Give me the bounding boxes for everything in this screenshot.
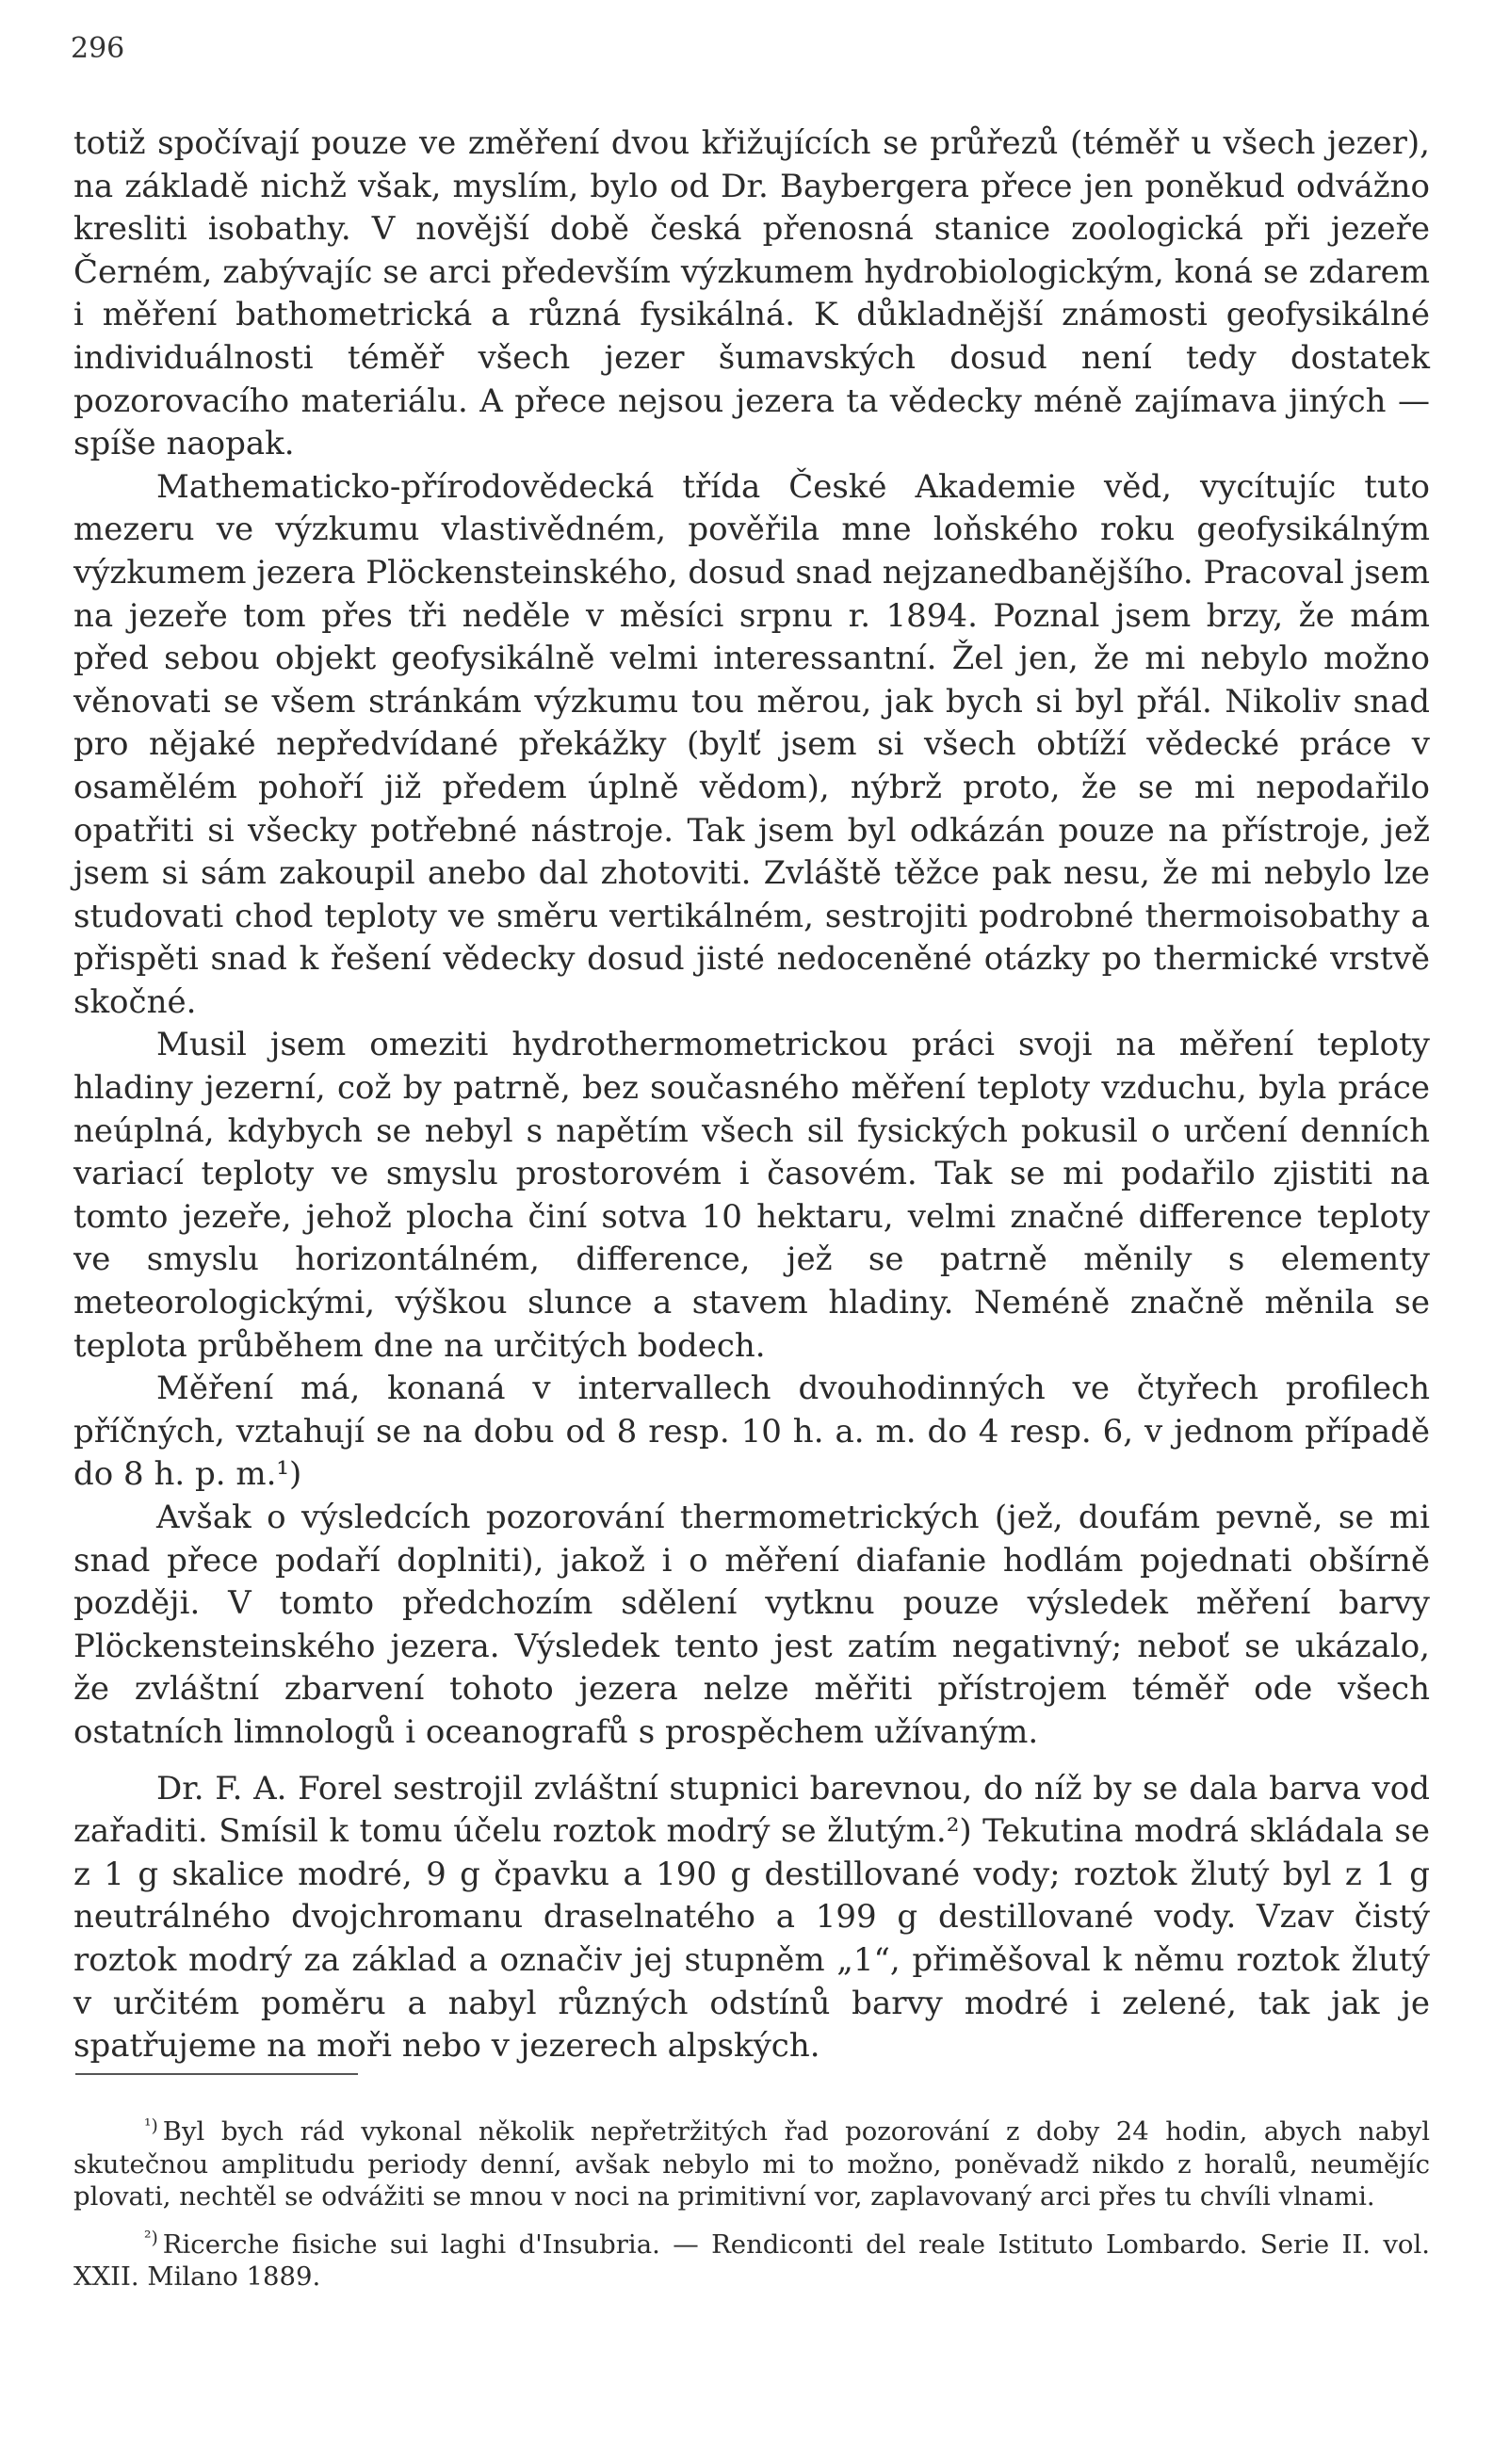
footnote-text: Ricerche fisiche sui laghi d'Insubria. — Rendiconti del reale Istituto Lombardo. Serie II. vol. XXII. Milano 1889. (73, 2229, 1430, 2292)
page-number: 296 (71, 32, 125, 65)
footnote-2 (73, 2229, 1430, 2294)
footnotes (73, 2115, 1430, 2294)
paragraph: Musil jsem omeziti hydrothermometrickou práci svoji na měření teploty hladiny jezerní, což by patrně, bez současného měření teploty vzduchu, byla práce neúplná, kdybych se nebyl s napětím všech sil fysických pokusil o určení denních variací teploty ve smyslu prostorovém i časovém. Tak se mi podařilo zjistiti na tomto jezeře, jehož plocha činí sotva 10 hektaru, velmi značné difference teploty ve smyslu horizontálném, difference, jež se patrně měnily s elementy meteorologickými, výškou slunce a stavem hladiny. Neméně značně měnila se teplota průběhem dne na určitých bodech. (73, 1026, 1430, 1365)
footnote-1 (73, 2115, 1430, 2213)
paragraph: Dr. F. A. Forel sestrojil zvláštní stupnici barevnou, do níž by se dala barva vod zařaditi. Smísil k tomu účelu roztok modrý se žlutým.²) Tekutina modrá skládala se z 1 g skalice modré, 9 g čpavku a 190 g destillované vody; roztok žlutý byl z 1 g neutrálného dvojchromanu draselnatého a 199 g destillované vody. Vzav čistý roztok modrý za základ a označiv jej stupněm „1“, přiměšoval k němu roztok žlutý v určitém poměru a nabyl různých odstínů barvy modré i zelené, tak jak je spatřujeme na moři nebo v jezerech alpských. (73, 1769, 1430, 2066)
footnote-marker: ¹) (144, 2115, 158, 2136)
body-text (73, 122, 1430, 2068)
paragraph-continued: totiž spočívají pouze ve změření dvou křižujících se průřezů (téměř u všech jezer), na základě nichž však, myslím, bylo od Dr. Baybergera přece jen poněkud odvážno kresliti isobathy. V novější době česká přenosná stanice zoologická při jezeře Černém, zabývajíc se arci především výzkumem hydrobiologickým, koná se zdarem i měření bathometrická a různá fysikálná. K důkladnější známosti geofysikálné individuálnosti téměř všech jezer šumavských dosud není tedy dostatek pozorovacího materiálu. A přece nejsou jezera ta vědecky méně zajímava jiných — spíše naopak. (73, 124, 1430, 463)
footnote-marker: ²) (144, 2229, 158, 2249)
paragraph: Mathematicko-přírodovědecká třída České Akademie věd, vycítujíc tuto mezeru ve výzkumu vlastivědném, pověřila mne loňského roku geofysikálným výzkumem jezera Plöckensteinského, dosud snad nejzanedbanějšího. Pracoval jsem na jezeře tom přes tři neděle v měsíci srpnu r. 1894. Poznal jsem brzy, že mám před sebou objekt geofysikálně velmi interessantní. Žel jen, že mi nebylo možno věnovati se všem stránkám výzkumu tou měrou, jak bych si byl přál. Nikoliv snad pro nějaké nepředvídané překážky (bylť jsem si všech obtíží vědecké práce v osamělém pohoří již předem úplně vědom), nýbrž proto, že se mi nepodařilo opatřiti si všecky potřebné nástroje. Tak jsem byl odkázán pouze na přístroje, jež jsem si sám zakoupil anebo dal zhotoviti. Zvláště těžce pak nesu, že mi nebylo lze studovati chod teploty ve směru vertikálném, sestrojiti podrobné thermoisobathy a přispěti snad k řešení vědecky dosud jisté nedoceněné otázky po thermické vrstvě skočné. (73, 467, 1430, 1021)
footnote-divider (75, 2073, 358, 2075)
paragraph: Avšak o výsledcích pozorování thermometrických (jež, doufám pevně, se mi snad přece podaří doplniti), jakož i o měření diafanie hodlám pojednati obšírně později. V tomto předchozím sdělení vytknu pouze výsledek měření barvy Plöckensteinského jezera. Výsledek tento jest zatím negativný; neboť se ukázalo, že zvláštní zbarvení tohoto jezera nelze měřiti přístrojem téměř ode všech ostatních limnologů i oceanografů s prospěchem užívaným. (73, 1499, 1430, 1751)
paragraph: Měření má, konaná v intervallech dvouhodinných ve čtyřech profilech příčných, vztahují se na dobu od 8 resp. 10 h. a. m. do 4 resp. 6, v jednom případě do 8 h. p. m.¹) (73, 1370, 1430, 1494)
footnote-text: Byl bych rád vykonal několik nepřetržitých řad pozorování z doby 24 hodin, abych nabyl skutečnou amplitudu periody denní, avšak nebylo mi to možno, poněvadž nikdo z horalů, neumějíc plovati, nechtěl se odvážiti se mnou v noci na primitivní vor, zaplavovaný arci přes tu chvíli vlnami. (73, 2116, 1430, 2212)
